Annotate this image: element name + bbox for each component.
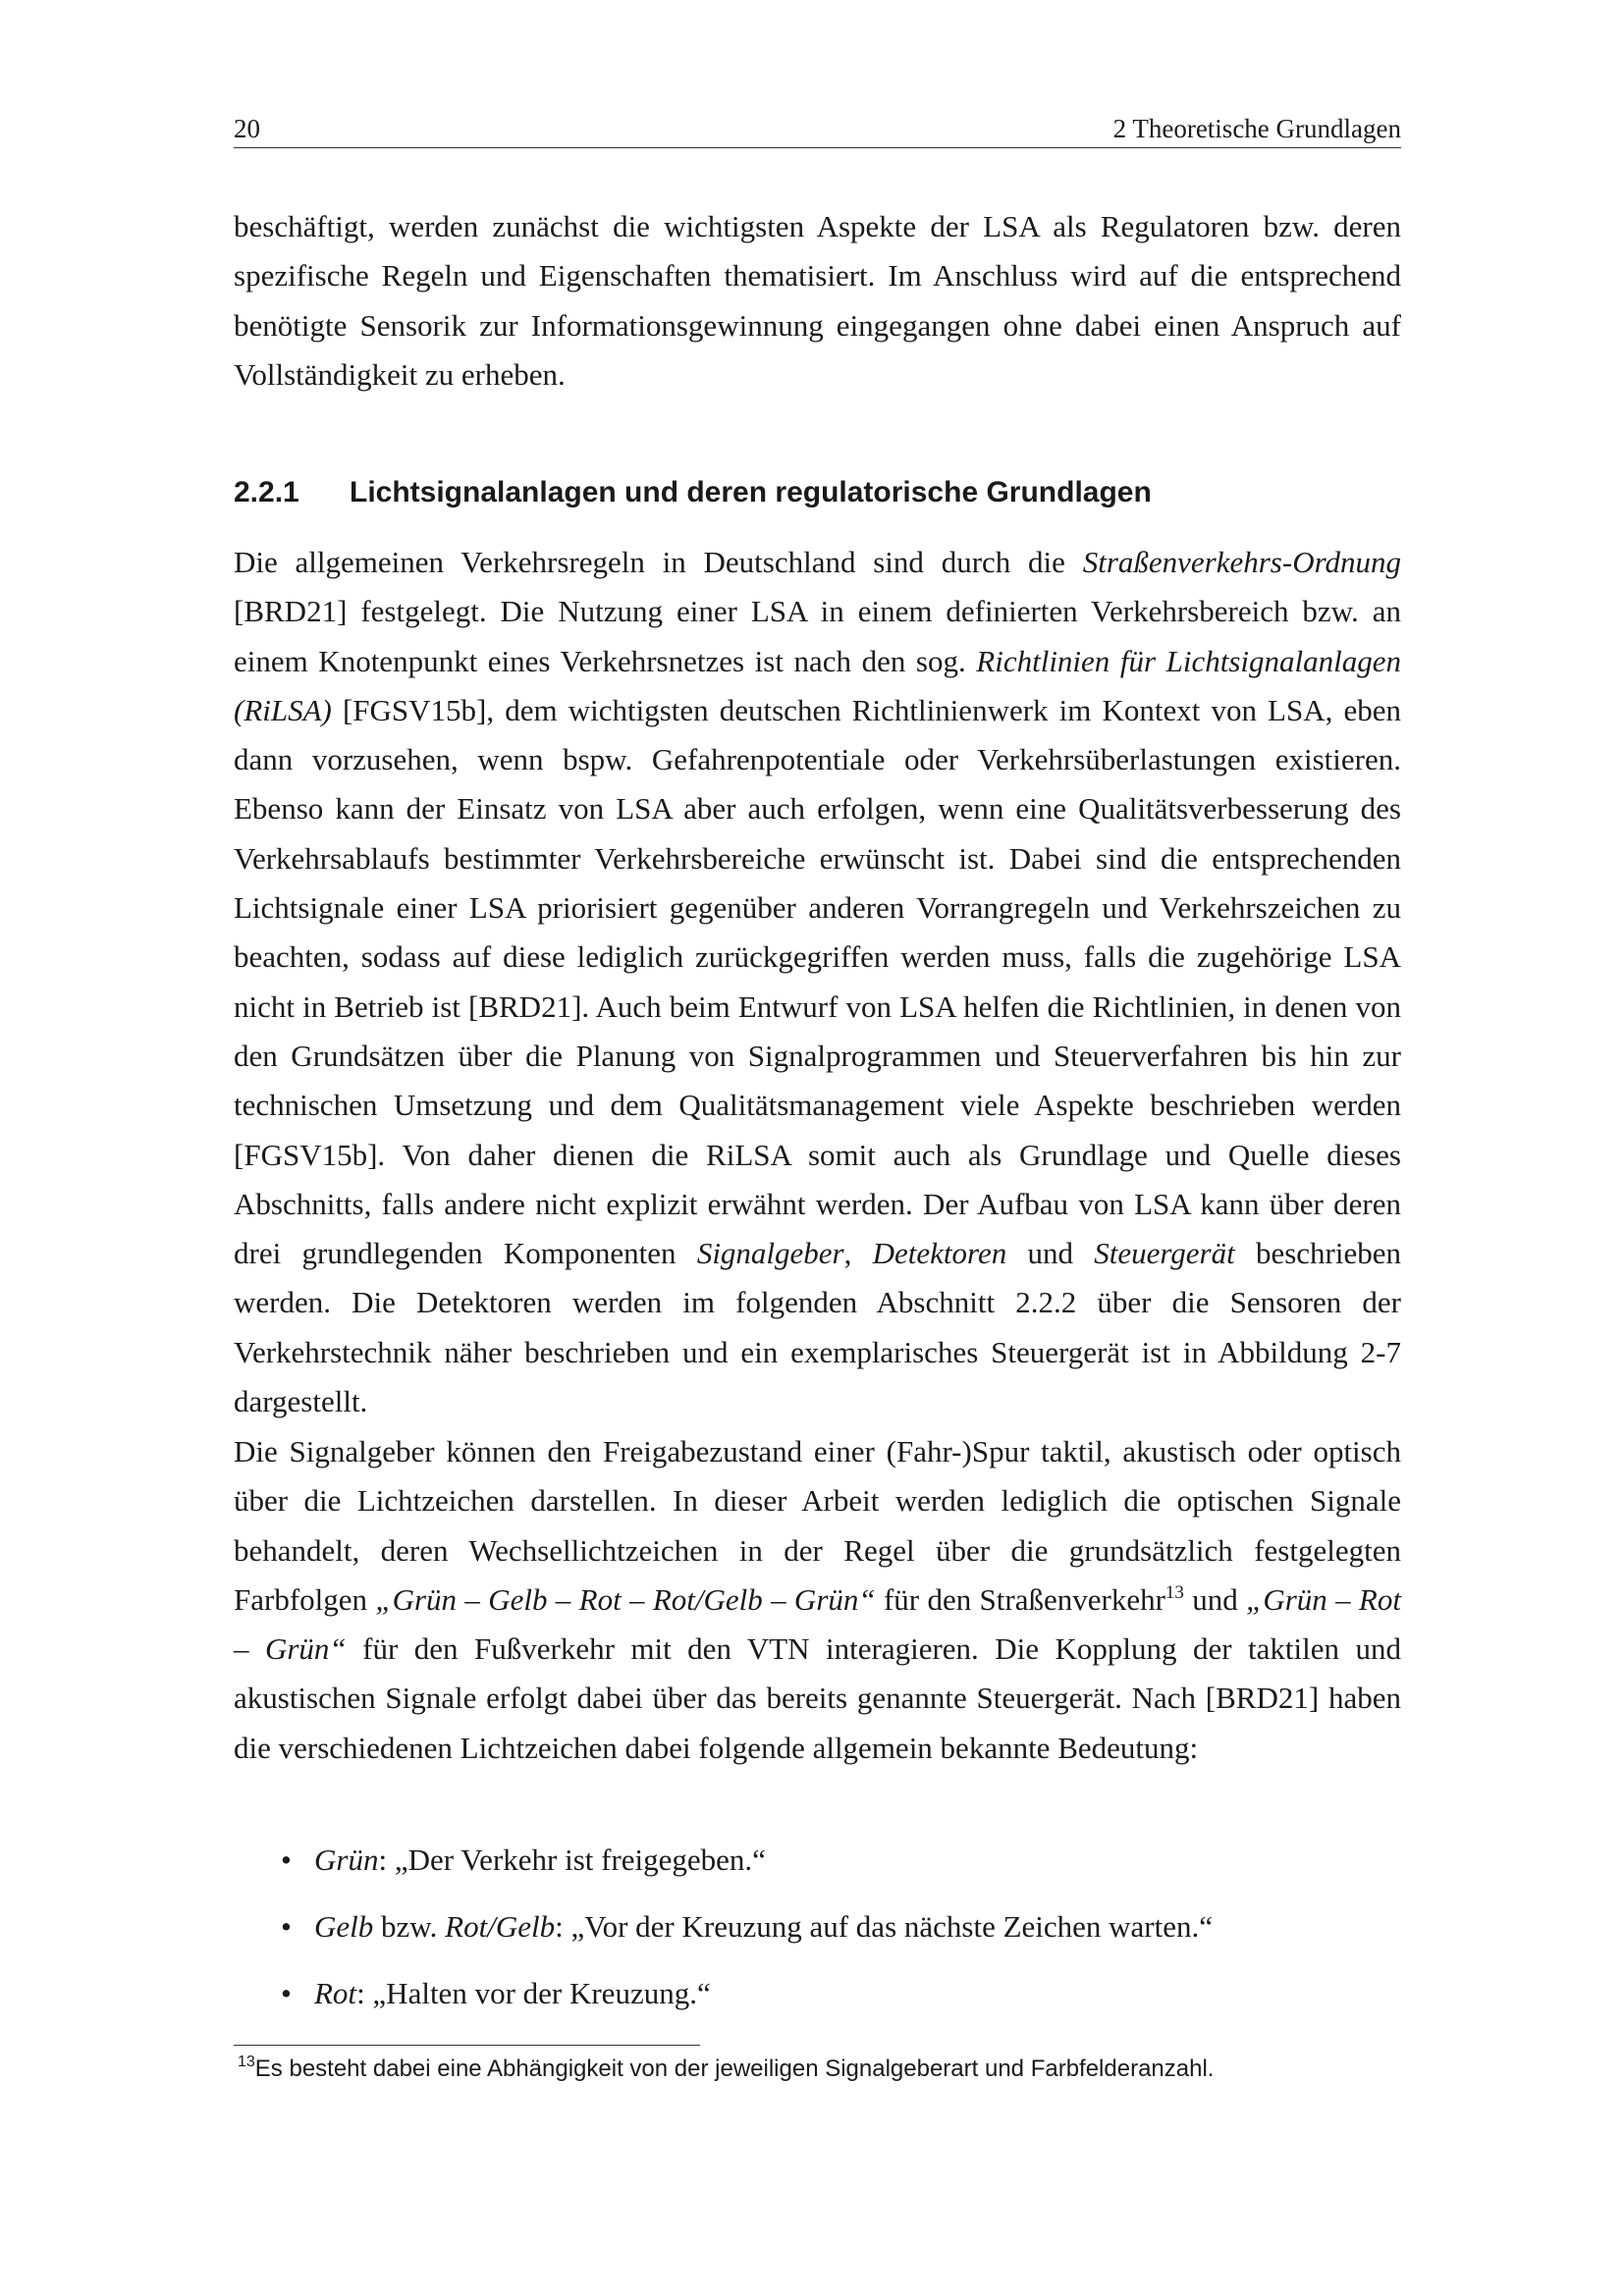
page-number: 20 [234, 114, 260, 143]
text-run: [FGSV15b], dem wichtigsten deutschen Richtlinienwerk im Kontext von LSA, eben dann vorzusehen, wenn bspw. Gefahrenpotentiale oder Verkehrsüberlastungen existieren. Ebenso kann der Einsatz von LSA aber auch erfolgen, wenn eine Qualitätsverbesserung des Verkehrsablaufs bestimmter Verkehrsbereiche erwünscht ist. Dabei sind die entsprechenden Lichtsignale einer LSA priorisiert gegenüber anderen Vorrangregeln und Verkehrszeichen zu beachten, sodass auf diese lediglich zurückgegriffen werden muss, falls die zugehörige LSA nicht in Betrieb ist [BRD21]. Auch beim Entwurf von LSA helfen die Richtlinien, in denen von den Grundsätzen über die Planung von Signalprogrammen und Steuerverfahren bis hin zur technischen Umsetzung und dem Qualitätsmanagement viele Aspekte beschrieben werden [FGSV15b]. Von daher dienen die RiLSA somit auch als Grundlage und Quelle dieses Abschnitts, falls andere nicht explizit erwähnt werden. Der Aufbau von LSA kann über deren drei grundlegenden Komponenten [234, 692, 1401, 1271]
signal-meaning-list [281, 1836, 1401, 2036]
text-run: für den Straßenverkehr [875, 1581, 1165, 1617]
text-run: Die allgemeinen Verkehrsregeln in Deutschland sind durch die [234, 545, 1083, 579]
text-run: und [1183, 1581, 1247, 1617]
list-item [281, 1902, 1401, 1969]
text-run: beschrieben werden. Die Detektoren werden im folgenden Abschnitt 2.2.2 über die Sensoren der Verkehrstechnik näher beschrieben und ein exemplarisches Steuergerät ist in Abbildung 2-7 dargestellt. [234, 1236, 1402, 1419]
italic-color-sequence-pedestrian: „Grün – Rot – Grün“ [234, 1581, 1401, 1667]
italic-color-sequence-road: „Grün – Gelb – Rot – Rot/Gelb – Grün“ [375, 1581, 876, 1617]
text-run: Die Signalgeber können den Freigabezustand einer (Fahr-)Spur taktil, akustisch oder optisch über die Lichtzeichen darstellen. In dieser Arbeit werden lediglich die optischen Signale behandelt, deren Wechsellichtzeichen in der Regel über die grundsätzlich festgelegten Farbfolgen [234, 1434, 1401, 1617]
bullet-icon: • [281, 1976, 292, 2010]
bullet-icon: • [281, 1909, 292, 1944]
list-item [281, 1836, 1401, 1902]
bullet-icon: • [281, 1842, 292, 1877]
footnote-reference[interactable]: 13 [1164, 1581, 1184, 1603]
list-term: Rot [314, 1976, 357, 2010]
text-run: und [1006, 1236, 1095, 1271]
list-term: Gelb [314, 1909, 374, 1944]
footnote-text: Es besteht dabei eine Abhängigkeit von der jeweiligen Signalgeberart und Farbfelderanzahl. [254, 2056, 1215, 2082]
italic-term-stvo: Straßenverkehrs-Ordnung [1082, 545, 1401, 579]
intro-paragraph [234, 202, 1401, 400]
main-paragraph-text [234, 538, 1401, 1426]
italic-term-rilsa: Richtlinien für Lichtsignalanlagen (RiLSA) [234, 643, 1401, 727]
list-text: : „Vor der Kreuzung auf das nächste Zeichen warten.“ [555, 1909, 1214, 1944]
chapter-title: 2 Theoretische Grundlagen [1112, 114, 1401, 143]
section-title: Lichtsignalanlagen und deren regulatorische Grundlagen [350, 476, 1152, 508]
list-term: Rot/Gelb [445, 1909, 556, 1944]
text-run: [BRD21] festgelegt. Die Nutzung einer LSA in einem definierten Verkehrsbereich bzw. an einem Knotenpunkt eines Verkehrsnetzes ist nach den sog. [234, 594, 1401, 678]
italic-term-signalgeber: Signalgeber [696, 1236, 844, 1271]
footnote-number: 13 [238, 2054, 255, 2070]
text-run: , [843, 1236, 873, 1271]
section-number: 2.2.1 [234, 476, 299, 508]
list-item [281, 1969, 1401, 2036]
list-text: : „Halten vor der Kreuzung.“ [356, 1976, 711, 2010]
main-paragraph [234, 538, 1401, 1426]
signals-paragraph-text [234, 1427, 1401, 1773]
text-run: für den Fußverkehr mit den VTN interagieren. Die Kopplung der taktilen und akustischen Signale erfolgt dabei über das bereits genannte Steuergerät. Nach [BRD21] haben die verschiedenen Lichtzeichen dabei folgende allgemein bekannte Bedeutung: [234, 1631, 1401, 1765]
running-header [234, 110, 1401, 148]
italic-term-detektoren: Detektoren [872, 1236, 1007, 1271]
list-text: : „Der Verkehr ist freigegeben.“ [378, 1842, 766, 1877]
list-term: Grün [314, 1842, 379, 1877]
footnote-divider [234, 2045, 700, 2046]
section-heading [234, 471, 1401, 514]
list-text: bzw. [373, 1909, 446, 1944]
footnote [238, 2050, 1401, 2089]
intro-paragraph-text: beschäftigt, werden zunächst die wichtigsten Aspekte der LSA als Regulatoren bzw. deren spezifische Regeln und Eigenschaften thematisiert. Im Anschluss wird auf die entsprechend benötigte Sensorik zur Informationsgewinnung eingegangen ohne dabei einen Anspruch auf Vollständigkeit zu erheben. [234, 209, 1401, 392]
signals-paragraph [234, 1427, 1401, 1773]
italic-term-steuergeraet: Steuergerät [1094, 1236, 1235, 1271]
